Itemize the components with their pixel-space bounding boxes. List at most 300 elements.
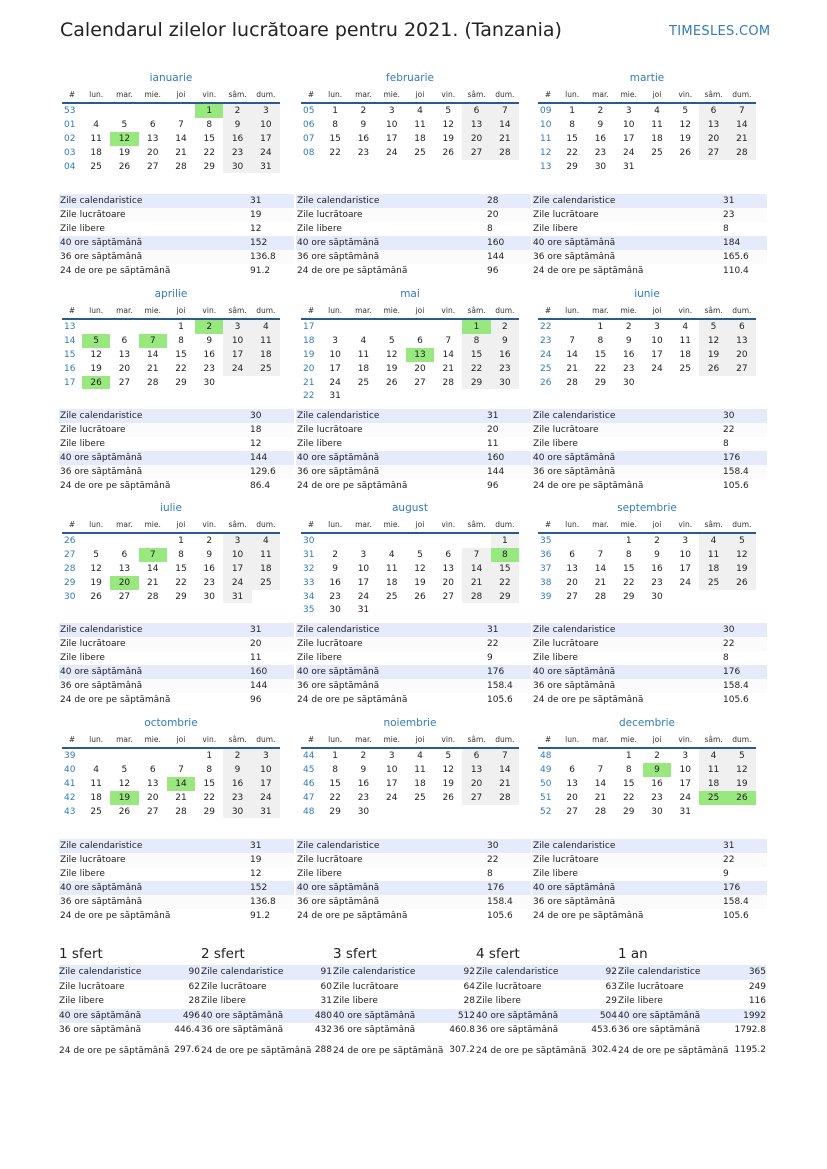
day-cell[interactable]: 2 (195, 319, 223, 334)
day-cell[interactable]: 16 (651, 778, 663, 789)
day-cell[interactable]: 11 (252, 548, 280, 562)
day-cell[interactable]: 2 (360, 750, 367, 761)
day-cell[interactable]: 17 (679, 563, 691, 574)
day-cell[interactable]: 9 (360, 119, 367, 130)
day-cell[interactable]: 14 (594, 563, 607, 574)
day-cell[interactable]: 30 (491, 376, 519, 390)
day-cell[interactable]: 30 (651, 591, 663, 602)
day-cell[interactable]: 11 (252, 334, 280, 348)
day-cell[interactable]: 2 (654, 750, 660, 761)
day-cell[interactable]: 12 (679, 119, 691, 130)
day-cell[interactable]: 17 (357, 577, 370, 588)
day-cell[interactable]: 12 (699, 334, 727, 348)
day-cell[interactable]: 1 (178, 535, 184, 546)
day-cell[interactable]: 6 (121, 549, 128, 560)
day-cell[interactable]: 19 (442, 778, 454, 789)
day-cell[interactable]: 17 (385, 133, 398, 144)
day-cell[interactable]: 22 (203, 147, 215, 158)
day-cell[interactable]: 27 (462, 146, 490, 160)
day-cell[interactable]: 29 (329, 806, 341, 817)
day-cell[interactable]: 5 (728, 748, 756, 763)
day-cell[interactable]: 3 (252, 103, 280, 118)
day-cell[interactable]: 3 (682, 535, 689, 546)
day-cell[interactable]: 7 (491, 748, 519, 763)
day-cell[interactable]: 25 (90, 161, 102, 172)
day-cell[interactable]: 15 (622, 778, 635, 789)
day-cell[interactable]: 18 (414, 778, 426, 789)
day-cell[interactable]: 5 (728, 533, 756, 548)
day-cell[interactable]: 31 (622, 161, 635, 172)
day-cell[interactable]: 25 (679, 363, 691, 374)
day-cell[interactable]: 31 (252, 805, 280, 819)
day-cell[interactable]: 30 (203, 591, 215, 602)
day-cell[interactable]: 13 (566, 563, 578, 574)
day-cell[interactable]: 29 (175, 377, 187, 388)
day-cell[interactable]: 23 (622, 363, 635, 374)
site-logo[interactable]: TIMESLES.COM (669, 24, 771, 39)
day-cell[interactable]: 26 (82, 376, 110, 390)
day-cell[interactable]: 23 (651, 792, 663, 803)
day-cell[interactable]: 3 (388, 750, 395, 761)
day-cell[interactable]: 4 (93, 119, 99, 130)
day-cell[interactable]: 11 (651, 119, 663, 130)
day-cell[interactable]: 12 (728, 763, 756, 777)
day-cell[interactable]: 7 (462, 548, 490, 562)
day-cell[interactable]: 4 (699, 533, 727, 548)
day-cell[interactable]: 30 (203, 377, 215, 388)
day-cell[interactable]: 27 (442, 591, 454, 602)
day-cell[interactable]: 28 (442, 377, 454, 388)
day-cell[interactable]: 26 (679, 147, 691, 158)
day-cell[interactable]: 3 (625, 105, 632, 116)
day-cell[interactable]: 2 (332, 549, 338, 560)
day-cell[interactable]: 15 (329, 778, 341, 789)
day-cell[interactable]: 2 (223, 748, 251, 763)
day-cell[interactable]: 25 (414, 792, 426, 803)
day-cell[interactable]: 30 (329, 605, 341, 616)
day-cell[interactable]: 1 (491, 533, 519, 548)
day-cell[interactable]: 5 (121, 119, 128, 130)
day-cell[interactable]: 30 (223, 805, 251, 819)
day-cell[interactable]: 2 (223, 103, 251, 118)
day-cell[interactable]: 11 (699, 548, 727, 562)
day-cell[interactable]: 3 (223, 319, 251, 334)
day-cell[interactable]: 15 (566, 133, 578, 144)
day-cell[interactable]: 20 (146, 147, 159, 158)
day-cell[interactable]: 16 (203, 349, 215, 360)
day-cell[interactable]: 10 (223, 548, 251, 562)
day-cell[interactable]: 1 (462, 319, 490, 334)
day-cell[interactable]: 25 (699, 791, 727, 805)
day-cell[interactable]: 23 (223, 791, 251, 805)
day-cell[interactable]: 8 (625, 764, 632, 775)
day-cell[interactable]: 18 (357, 363, 370, 374)
day-cell[interactable]: 20 (566, 577, 578, 588)
day-cell[interactable]: 24 (223, 362, 251, 376)
day-cell[interactable]: 25 (252, 362, 280, 376)
day-cell[interactable]: 27 (699, 146, 727, 160)
day-cell[interactable]: 9 (206, 549, 213, 560)
day-cell[interactable]: 21 (442, 363, 454, 374)
day-cell[interactable]: 12 (414, 563, 426, 574)
day-cell[interactable]: 13 (442, 563, 454, 574)
day-cell[interactable]: 4 (360, 335, 367, 346)
day-cell[interactable]: 7 (569, 335, 575, 346)
day-cell[interactable]: 5 (388, 335, 395, 346)
day-cell[interactable]: 14 (146, 349, 159, 360)
day-cell[interactable]: 5 (445, 105, 452, 116)
day-cell[interactable]: 12 (385, 349, 398, 360)
day-cell[interactable]: 21 (491, 777, 519, 791)
day-cell[interactable]: 21 (462, 576, 490, 590)
day-cell[interactable]: 25 (385, 591, 398, 602)
day-cell[interactable]: 29 (203, 806, 215, 817)
day-cell[interactable]: 18 (651, 133, 663, 144)
day-cell[interactable]: 18 (252, 348, 280, 362)
day-cell[interactable]: 29 (622, 591, 635, 602)
day-cell[interactable]: 28 (491, 146, 519, 160)
day-cell[interactable]: 21 (491, 132, 519, 146)
day-cell[interactable]: 16 (651, 563, 663, 574)
day-cell[interactable]: 13 (146, 133, 159, 144)
day-cell[interactable]: 11 (90, 778, 102, 789)
day-cell[interactable]: 24 (223, 576, 251, 590)
day-cell[interactable]: 1 (178, 321, 184, 332)
day-cell[interactable]: 11 (357, 349, 370, 360)
day-cell[interactable]: 28 (594, 591, 607, 602)
day-cell[interactable]: 24 (385, 147, 398, 158)
day-cell[interactable]: 8 (462, 334, 490, 348)
day-cell[interactable]: 30 (357, 806, 370, 817)
day-cell[interactable]: 1 (597, 321, 604, 332)
day-cell[interactable]: 18 (90, 792, 102, 803)
day-cell[interactable]: 26 (118, 806, 131, 817)
day-cell[interactable]: 18 (699, 562, 727, 576)
day-cell[interactable]: 11 (699, 763, 727, 777)
day-cell[interactable]: 15 (175, 563, 187, 574)
day-cell[interactable]: 25 (414, 147, 426, 158)
day-cell[interactable]: 10 (223, 334, 251, 348)
day-cell[interactable]: 29 (203, 161, 215, 172)
day-cell[interactable]: 24 (622, 147, 635, 158)
day-cell[interactable]: 18 (699, 777, 727, 791)
day-cell[interactable]: 13 (566, 778, 578, 789)
day-cell[interactable]: 18 (414, 133, 426, 144)
day-cell[interactable]: 20 (442, 577, 454, 588)
day-cell[interactable]: 13 (406, 348, 434, 362)
day-cell[interactable]: 27 (118, 591, 131, 602)
day-cell[interactable]: 23 (491, 362, 519, 376)
day-cell[interactable]: 2 (360, 105, 367, 116)
day-cell[interactable]: 5 (121, 764, 128, 775)
day-cell[interactable]: 19 (90, 363, 102, 374)
day-cell[interactable]: 26 (442, 147, 454, 158)
day-cell[interactable]: 6 (149, 119, 156, 130)
day-cell[interactable]: 6 (417, 335, 423, 346)
day-cell[interactable]: 28 (146, 591, 159, 602)
day-cell[interactable]: 17 (329, 363, 341, 374)
day-cell[interactable]: 21 (175, 147, 187, 158)
day-cell[interactable]: 17 (223, 562, 251, 576)
day-cell[interactable]: 4 (388, 549, 395, 560)
day-cell[interactable]: 31 (223, 590, 251, 604)
day-cell[interactable]: 26 (442, 792, 454, 803)
day-cell[interactable]: 24 (679, 577, 691, 588)
day-cell[interactable]: 6 (699, 103, 727, 118)
day-cell[interactable]: 7 (597, 549, 604, 560)
day-cell[interactable]: 12 (442, 764, 454, 775)
day-cell[interactable]: 9 (223, 118, 251, 132)
day-cell[interactable]: 22 (175, 363, 187, 374)
day-cell[interactable]: 27 (146, 161, 159, 172)
day-cell[interactable]: 22 (491, 576, 519, 590)
day-cell[interactable]: 7 (139, 334, 167, 348)
day-cell[interactable]: 19 (442, 133, 454, 144)
day-cell[interactable]: 9 (643, 763, 671, 777)
day-cell[interactable]: 7 (139, 548, 167, 562)
day-cell[interactable]: 15 (491, 562, 519, 576)
day-cell[interactable]: 12 (110, 132, 138, 146)
day-cell[interactable]: 29 (462, 376, 490, 390)
day-cell[interactable]: 20 (118, 363, 131, 374)
day-cell[interactable]: 3 (252, 748, 280, 763)
day-cell[interactable]: 4 (93, 764, 99, 775)
day-cell[interactable]: 14 (462, 562, 490, 576)
day-cell[interactable]: 27 (118, 377, 131, 388)
day-cell[interactable]: 27 (566, 806, 578, 817)
day-cell[interactable]: 10 (679, 764, 691, 775)
day-cell[interactable]: 1 (206, 750, 213, 761)
day-cell[interactable]: 6 (569, 549, 575, 560)
day-cell[interactable]: 18 (90, 147, 102, 158)
day-cell[interactable]: 16 (357, 133, 370, 144)
day-cell[interactable]: 27 (146, 806, 159, 817)
day-cell[interactable]: 2 (491, 319, 519, 334)
day-cell[interactable]: 18 (252, 562, 280, 576)
day-cell[interactable]: 22 (329, 792, 341, 803)
day-cell[interactable]: 6 (728, 319, 756, 334)
day-cell[interactable]: 1 (625, 750, 632, 761)
day-cell[interactable]: 4 (252, 533, 280, 548)
day-cell[interactable]: 26 (118, 161, 131, 172)
day-cell[interactable]: 9 (654, 549, 660, 560)
day-cell[interactable]: 16 (329, 577, 341, 588)
day-cell[interactable]: 16 (203, 563, 215, 574)
day-cell[interactable]: 22 (622, 792, 635, 803)
day-cell[interactable]: 30 (223, 160, 251, 174)
day-cell[interactable]: 13 (146, 778, 159, 789)
day-cell[interactable]: 8 (332, 119, 338, 130)
day-cell[interactable]: 29 (594, 377, 607, 388)
day-cell[interactable]: 7 (728, 103, 756, 118)
day-cell[interactable]: 23 (651, 577, 663, 588)
day-cell[interactable]: 19 (414, 577, 426, 588)
day-cell[interactable]: 8 (597, 335, 604, 346)
day-cell[interactable]: 28 (566, 377, 578, 388)
day-cell[interactable]: 10 (679, 549, 691, 560)
day-cell[interactable]: 3 (388, 105, 395, 116)
day-cell[interactable]: 10 (622, 119, 635, 130)
day-cell[interactable]: 4 (252, 319, 280, 334)
day-cell[interactable]: 27 (566, 591, 578, 602)
day-cell[interactable]: 15 (594, 349, 607, 360)
day-cell[interactable]: 16 (594, 133, 607, 144)
day-cell[interactable]: 3 (654, 321, 660, 332)
day-cell[interactable]: 22 (566, 147, 578, 158)
day-cell[interactable]: 24 (651, 363, 663, 374)
day-cell[interactable]: 26 (385, 377, 398, 388)
day-cell[interactable]: 21 (594, 792, 607, 803)
day-cell[interactable]: 20 (699, 132, 727, 146)
day-cell[interactable]: 29 (566, 161, 578, 172)
day-cell[interactable]: 20 (414, 363, 426, 374)
day-cell[interactable]: 20 (110, 576, 138, 590)
day-cell[interactable]: 25 (651, 147, 663, 158)
day-cell[interactable]: 7 (491, 103, 519, 118)
day-cell[interactable]: 25 (699, 576, 727, 590)
day-cell[interactable]: 6 (462, 748, 490, 763)
day-cell[interactable]: 24 (357, 591, 370, 602)
day-cell[interactable]: 4 (417, 105, 423, 116)
day-cell[interactable]: 19 (90, 577, 102, 588)
day-cell[interactable]: 11 (385, 563, 398, 574)
day-cell[interactable]: 6 (445, 549, 452, 560)
day-cell[interactable]: 3 (682, 750, 689, 761)
day-cell[interactable]: 17 (679, 778, 691, 789)
day-cell[interactable]: 20 (462, 777, 490, 791)
day-cell[interactable]: 23 (329, 591, 341, 602)
day-cell[interactable]: 28 (175, 806, 187, 817)
day-cell[interactable]: 9 (597, 119, 604, 130)
day-cell[interactable]: 4 (682, 321, 689, 332)
day-cell[interactable]: 17 (385, 778, 398, 789)
day-cell[interactable]: 1 (195, 103, 223, 118)
day-cell[interactable]: 28 (491, 791, 519, 805)
day-cell[interactable]: 10 (252, 763, 280, 777)
day-cell[interactable]: 9 (223, 763, 251, 777)
day-cell[interactable]: 15 (329, 133, 341, 144)
day-cell[interactable]: 28 (175, 161, 187, 172)
day-cell[interactable]: 28 (728, 146, 756, 160)
day-cell[interactable]: 13 (699, 118, 727, 132)
day-cell[interactable]: 8 (332, 764, 338, 775)
day-cell[interactable]: 1 (569, 105, 575, 116)
day-cell[interactable]: 15 (203, 778, 215, 789)
day-cell[interactable]: 26 (414, 591, 426, 602)
day-cell[interactable]: 29 (622, 806, 635, 817)
day-cell[interactable]: 9 (332, 563, 338, 574)
day-cell[interactable]: 14 (566, 349, 578, 360)
day-cell[interactable]: 19 (699, 348, 727, 362)
day-cell[interactable]: 24 (252, 791, 280, 805)
day-cell[interactable]: 19 (385, 363, 398, 374)
day-cell[interactable]: 15 (622, 563, 635, 574)
day-cell[interactable]: 9 (625, 335, 632, 346)
day-cell[interactable]: 6 (149, 764, 156, 775)
day-cell[interactable]: 4 (654, 105, 660, 116)
day-cell[interactable]: 14 (146, 563, 159, 574)
day-cell[interactable]: 5 (682, 105, 689, 116)
day-cell[interactable]: 11 (414, 764, 426, 775)
day-cell[interactable]: 24 (679, 792, 691, 803)
day-cell[interactable]: 13 (118, 563, 131, 574)
day-cell[interactable]: 5 (417, 549, 423, 560)
day-cell[interactable]: 9 (206, 335, 213, 346)
day-cell[interactable]: 17 (252, 132, 280, 146)
day-cell[interactable]: 30 (622, 377, 635, 388)
day-cell[interactable]: 16 (622, 349, 635, 360)
day-cell[interactable]: 13 (462, 763, 490, 777)
day-cell[interactable]: 19 (118, 147, 131, 158)
day-cell[interactable]: 1 (332, 750, 338, 761)
day-cell[interactable]: 22 (329, 147, 341, 158)
day-cell[interactable]: 22 (175, 577, 187, 588)
day-cell[interactable]: 8 (569, 119, 575, 130)
day-cell[interactable]: 7 (178, 764, 184, 775)
day-cell[interactable]: 9 (491, 334, 519, 348)
day-cell[interactable]: 3 (223, 533, 251, 548)
day-cell[interactable]: 26 (728, 576, 756, 590)
day-cell[interactable]: 21 (728, 132, 756, 146)
day-cell[interactable]: 15 (203, 133, 215, 144)
day-cell[interactable]: 14 (491, 118, 519, 132)
day-cell[interactable]: 8 (206, 764, 213, 775)
day-cell[interactable]: 21 (594, 577, 607, 588)
day-cell[interactable]: 12 (442, 119, 454, 130)
day-cell[interactable]: 22 (462, 362, 490, 376)
day-cell[interactable]: 22 (594, 363, 607, 374)
day-cell[interactable]: 16 (491, 348, 519, 362)
day-cell[interactable]: 29 (175, 591, 187, 602)
day-cell[interactable]: 10 (252, 118, 280, 132)
day-cell[interactable]: 23 (357, 147, 370, 158)
day-cell[interactable]: 6 (121, 335, 128, 346)
day-cell[interactable]: 25 (357, 377, 370, 388)
day-cell[interactable]: 19 (679, 133, 691, 144)
day-cell[interactable]: 28 (594, 806, 607, 817)
day-cell[interactable]: 30 (651, 806, 663, 817)
day-cell[interactable]: 10 (385, 119, 398, 130)
day-cell[interactable]: 3 (332, 335, 338, 346)
day-cell[interactable]: 20 (566, 792, 578, 803)
day-cell[interactable]: 27 (462, 791, 490, 805)
day-cell[interactable]: 15 (175, 349, 187, 360)
day-cell[interactable]: 4 (417, 750, 423, 761)
day-cell[interactable]: 14 (594, 778, 607, 789)
day-cell[interactable]: 29 (491, 590, 519, 604)
day-cell[interactable]: 24 (252, 146, 280, 160)
day-cell[interactable]: 25 (90, 806, 102, 817)
day-cell[interactable]: 7 (445, 335, 452, 346)
day-cell[interactable]: 26 (728, 791, 756, 805)
day-cell[interactable]: 4 (699, 748, 727, 763)
day-cell[interactable]: 8 (625, 549, 632, 560)
day-cell[interactable]: 18 (679, 349, 691, 360)
day-cell[interactable]: 23 (223, 146, 251, 160)
day-cell[interactable]: 10 (385, 764, 398, 775)
day-cell[interactable]: 17 (252, 777, 280, 791)
day-cell[interactable]: 16 (223, 132, 251, 146)
day-cell[interactable]: 14 (167, 777, 195, 791)
day-cell[interactable]: 3 (360, 549, 367, 560)
day-cell[interactable]: 9 (360, 764, 367, 775)
day-cell[interactable]: 13 (462, 118, 490, 132)
day-cell[interactable]: 5 (699, 319, 727, 334)
day-cell[interactable]: 28 (146, 377, 159, 388)
day-cell[interactable]: 11 (90, 133, 102, 144)
day-cell[interactable]: 17 (651, 349, 663, 360)
day-cell[interactable]: 11 (414, 119, 426, 130)
